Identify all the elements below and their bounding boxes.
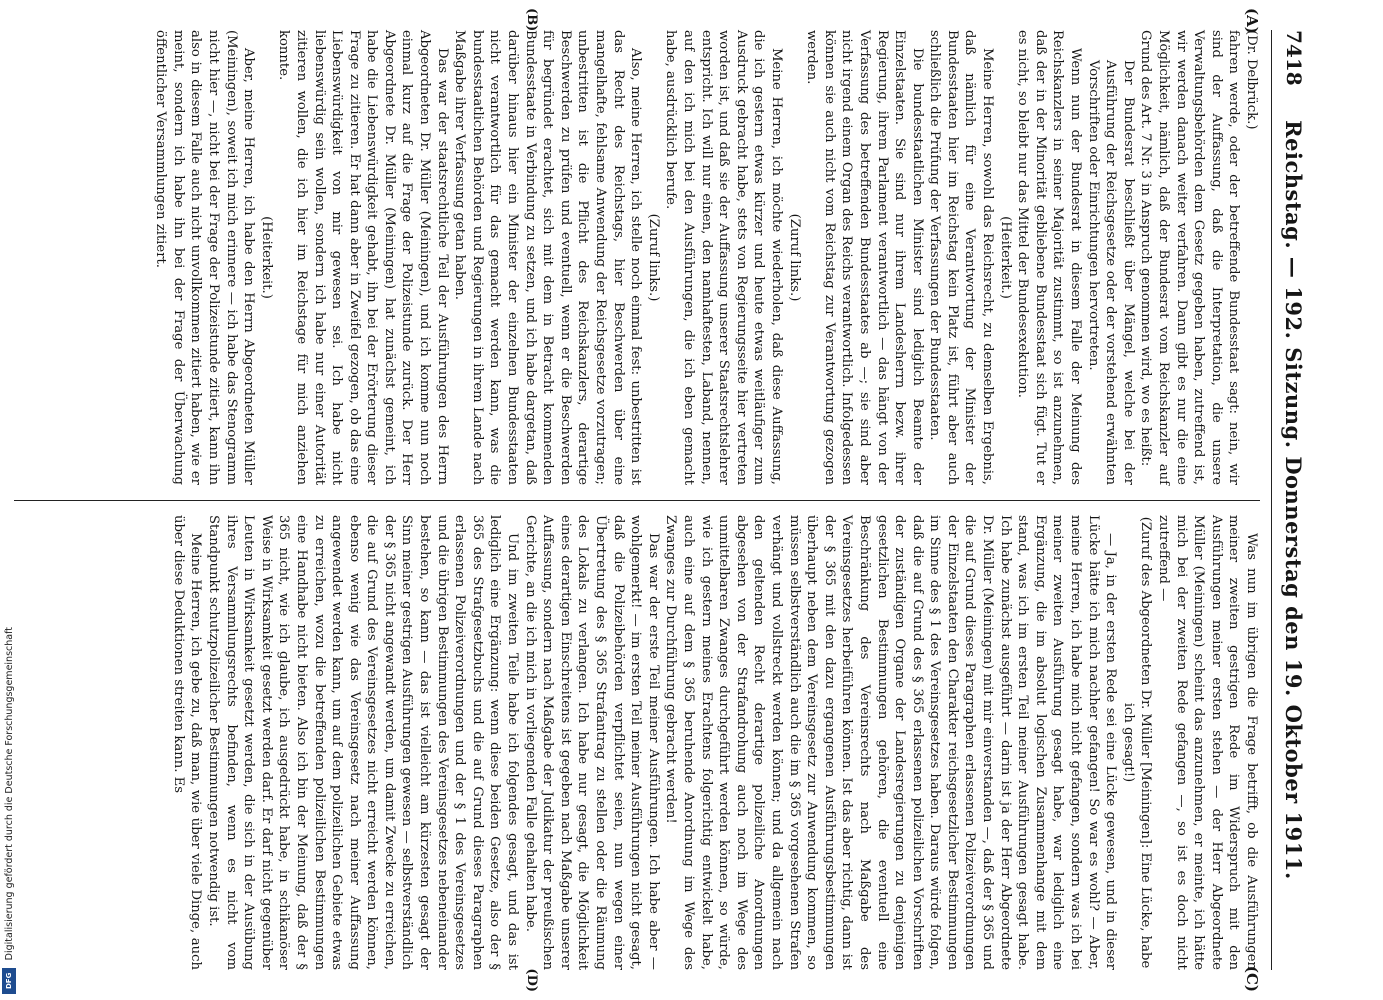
paragraph: Und im zweiten Teile habe ich folgendes gesagt, und das ist lediglich eine Ergänzung: wenn diese beiden Gesetze, also der § 365 des Strafgesetzbuchs und die auf Grund dieses Paragraphen erlassenen Polizeiverordnungen und der § 1 des Vereinsgesetzes und die übrigen Bestimmungen des Vereinsgesetzes nebeneinander bestehen, so kann — das ist vielleicht am kürzesten gesagt der Sinn meiner gestrigen Ausführungen gewesen — selbstverständlich der § 365 nicht angewandt werden, um damit Zwecke zu erreichen, die auf Grund des Vereinsgesetzes nicht erreicht werden können, ebenso wenig wie das Vereinsgesetz nach meiner Auffassung angewendet werden kann, um auf dem polizeilichen Gebiete etwas zu erreichen, wozu die betreffenden polizeilichen Bestimmungen eine Handhabe nicht bieten. Also ich bin der Meinung, daß der § 365 nicht, wie ich glaube, ich ausgedrückt habe, in schikanöser Weise in Wirksamkeit gesetzt werden darf. Er darf nicht gegenüber Leuten in Wirksamkeit gesetzt werden, die sich in der Ausübung ihres Versammlungsrechts befinden, wenn es nicht vom Standpunkt schutzpolizeilicher Bestimmungen notwendig ist. <box>205 515 521 970</box>
paragraph: Was nun im übrigen die Frage betrifft, ob die Ausführungen meiner zweiten gestrigen Rede im Widerspruch mit den Ausführungen meiner ersten stehen — der Herr Abgeordnete Müller (Meiningen) scheint das anzunehmen, er meinte, ich hätte mich bei der zweiten Rede gefangen —, so ist es doch nicht zutreffend — <box>1156 515 1259 970</box>
paragraph: fahren werde, oder der betreffende Bundesstaat sagt: nein, wir sind der Auffassung, daß die Interpretation, die unsere Verwaltungsbehörden dem Gesetz gegeben haben, zutreffend ist, wir werden danach weiter verfahren. Dann gibt es nur die eine Möglichkeit, nämlich, daß der Bundesrat vom Reichskanzler auf Grund des Art. 7 Nr. 3 in Anspruch genommen wird, wo es heißt: <box>1138 30 1242 485</box>
page-header <box>1271 30 1312 970</box>
margin-marker-c: (C) <box>1243 965 1261 992</box>
paragraph: Meine Herren, ich gebe zu, daß man, wie über viele Dinge, auch über diese Deduktionen streiten kann. Es <box>170 515 204 970</box>
paragraph: Die bundesstaatlichen Minister sind lediglich Beamte der Einzelstaaten. Sie sind nur ihrem Landesherrn bezw. ihrer Regierung, ihrem Parlament verantwortlich — das hängt von der Verfassung des betreffenden Bundesstaates ab —; sie sind aber nicht irgend einem Organ des Reichs verantwortlich. Infolgedessen können sie auch nicht vom Reichstag zur Verantwortung gezogen werden. <box>804 30 925 485</box>
interjection: (Heiterkeit.) <box>258 216 274 299</box>
digitization-credit: Digitalisierung gefördert durch die Deutsche Forschungsgemeinschaft <box>4 626 15 960</box>
column-divider <box>14 500 1260 501</box>
right-column <box>14 515 1261 992</box>
text-columns <box>14 8 1261 992</box>
margin-marker-b: (B) <box>524 8 539 32</box>
interjection: (Zuruf des Abgeordneten Dr. Müller [Meiningen]: Eine Lücke, habe ich gesagt!) <box>1120 516 1154 969</box>
paragraph: Wenn nun der Bundesrat in diesem Falle der Meinung des Reichskanzlers in seiner Majorität zustimmt, so ist anzunehmen, daß der in der Minorität gebliebene Bundesstaat sich fügt. Tut er es nicht, so bleibt nur das Mittel der Bundesexekution. <box>1015 30 1084 485</box>
interjection: (Heiterkeit.) <box>997 216 1013 299</box>
paragraph: Das war der erste Teil meiner Ausführungen. Ich habe aber — wohlgemerkt! — im ersten Teil meiner Ausführungen nicht gesagt, daß die Polizeibehörden verpflichtet seien, nun wegen einer Übertretung des § 365 Strafantrag zu stellen oder die Räumung des Lokals zu verlangen. Ich habe nur gesagt, die Möglichkeit eines derartigen Einschreitens ist gegeben nach Maßgabe unserer Auffassung, sondern nach Maßgabe der Judikatur der preußischen Gerichte, an die ich mich in vorliegenden Falle gehalten habe. <box>522 515 661 970</box>
dfg-logo: DFG <box>2 968 16 994</box>
paragraph: Meine Herren, ich möchte wiederholen, daß diese Auffassung, die ich gestern etwas kürzer und heute etwas weitläufiger zum Ausdruck gebracht habe, stets von Regierungsseite hier vertreten worden ist, und daß sie der Auffassung unserer Staatsrechtslehrer entspricht. Ich will nur einen, den namhaftesten, Laband, nennen, auf den ich mich bei den Ausführungen, die ich eben gemacht habe, ausdrücklich berufe. <box>663 30 784 485</box>
paragraph: Das war der staatsrechtliche Teil der Ausführungen des Herrn Abgeordneten Dr. Müller (Meiningen), und ich komme nun noch einmal kurz auf die Frage der Polizeistunde zurück. Der Herr Abgeordnete Dr. Müller (Meiningen) hat zunächst gemeint, ich habe die Liebenswürdigkeit gehabt, ihn bei der Erörterung dieser Frage zu zitieren. Er hat dann aber in Zweifel gezogen, ob das eine Liebenswürdigkeit von mir gewesen sei. Ich habe nicht liebenswürdig sein wollen, sondern ich habe nur einer Autorität zitieren wollen, die ich hier im Reichstage für mich anziehen konnte. <box>276 30 450 485</box>
interjection: (Zuruf links.) <box>786 213 802 302</box>
quotation: Der Bundesrat beschließt über Mängel, welche bei der Ausführung der Reichsgesetze oder der vorstehend erwähnten Vorschriften oder Einrichtungen hervortreten. <box>1085 60 1136 485</box>
interjection: (Zuruf links.) <box>645 213 661 302</box>
paragraph: Aber, meine Herren, ich habe den Herrn Abgeordneten Müller (Meiningen), soweit ich mich erinnere — ich habe das Stenogramm nicht hier —, nicht bei der Frage der Polizeistunde zitiert, kann ihn also in diesem Falle auch nicht unvollkommen zitiert haben, wie er meint, sondern ich habe ihn bei der Frage der Überwachung öffentlicher Versammlungen zitiert. <box>153 30 257 485</box>
page-title: Reichstag. — 192. Sitzung. Donnerstag den 19. Oktober 1911. <box>1281 120 1306 880</box>
left-column <box>14 8 1261 485</box>
speaker-label: (Dr. Delbrück.) <box>1244 30 1259 130</box>
margin-marker-d: (D) <box>524 968 539 992</box>
margin-marker-a: (A) <box>1243 8 1261 34</box>
paragraph: — Ja, in der ersten Rede sei eine Lücke gewesen, und in dieser Lücke hätte ich mich nachher gefangen! So war es wohl? — Aber, meine Herren, ich habe mich nicht gefangen, sondern was ich bei meiner zweiten Ausführung gesagt habe, war lediglich eine Ergänzung, die im absolut logischen Zusammenhange mit dem stand, was ich im ersten Teil meiner Ausführungen gesagt habe. Ich habe zunächst ausgeführt — darin ist ja der Herr Abgeordnete Dr. Müller (Meiningen) mit mir einverstanden —, daß der § 365 und die auf Grund dieses Paragraphen erlassenen Polizeiverordnungen der Einzelstaaten den Charakter reichsgesetzlicher Bestimmungen im Sinne des § 1 des Vereinsgesetzes haben. Daraus würde folgen, daß die auf Grund des § 365 erlassenen polizeilichen Vorschriften der zuständigen Organe der Landesregierungen zu denjenigen gesetzlichen Bestimmungen gehören, die eventuell eine Beschränkung des Vereinsrechts nach Maßgabe des Vereinsgesetzes herbeiführen können. Ist das aber richtig, dann ist der § 365 mit den dazu ergangenen Ausführungsbestimmungen überhaupt neben dem Vereinsgesetz zur Anwendung kommen, so müssen selbstverständlich auch die im § 365 vorgesehenen Strafen verhängt und vollstreckt werden können; und da allgemein nach den geltenden Recht derartige polizeiliche Anordnungen abgesehen von der Strafandrohung auch noch im Wege des unmittelbaren Zwanges durchgeführt werden können, so würde, wie ich gestern meines Erachtens folgerichtig entwickelt habe, auch eine auf dem § 365 beruhende Anordnung im Wege des Zwanges zur Durchführung gebracht werden! <box>663 515 1119 970</box>
page-number: 7418 <box>1282 30 1306 86</box>
paragraph: Meine Herren, sowohl das Reichsrecht, zu demselben Ergebnis, daß nämlich für eine Verantwortung der Minister der Bundesstaaten hier im Reichstag kein Platz ist, führt aber auch schließlich die Prüfung der Verfassungen der Bundesstaaten. <box>927 30 996 485</box>
paragraph: Also, meine Herren, ich stelle noch einmal fest: unbestritten ist das Recht des Reichstags, hier Beschwerden über eine mangelhafte, fehlsame Anwendung der Reichsgesetze vorzutragen; unbestritten ist die Pflicht des Reichskanzlers, derartige Beschwerden zu prüfen und eventuell, wenn er die Beschwerden für begründet erachtet, sich mit dem in Betracht kommenden Bundesstaate in Verbindung zu setzen, und ich habe dargetan, daß darüber hinaus hier ein Minister der einzelnen Bundesstaaten nicht verantwortlich für das gemacht werden kann, was die bundesstaatlichen Behörden und Regierungen in ihrem Lande nach Maßgabe ihrer Verfassung getan haben. <box>452 30 644 485</box>
